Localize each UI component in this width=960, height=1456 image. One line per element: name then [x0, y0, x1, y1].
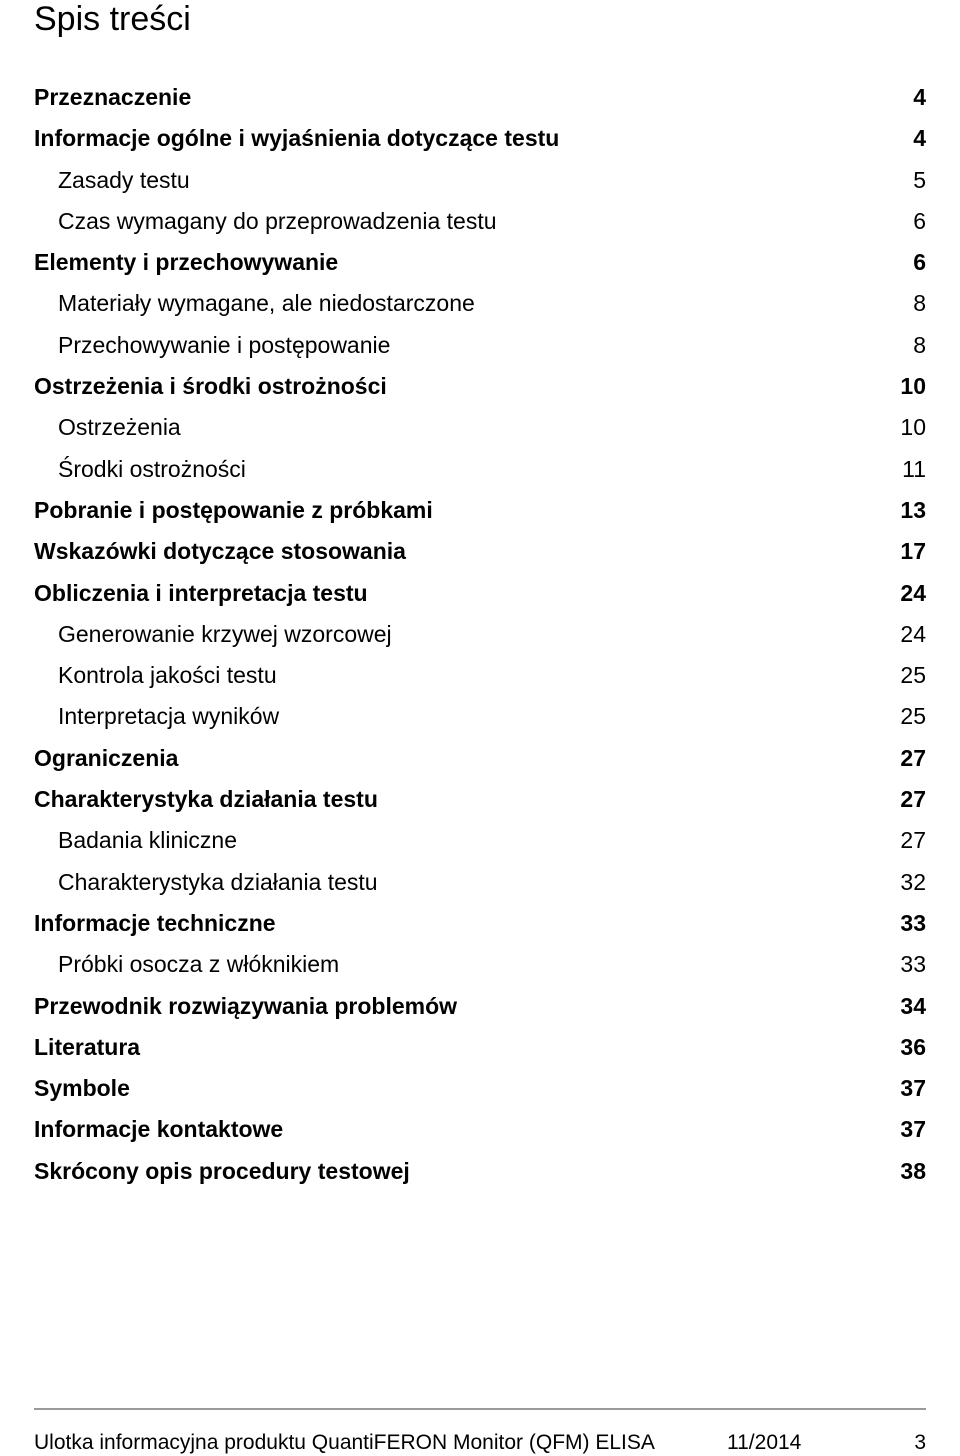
toc-entry-title: Wskazówki dotyczące stosowania: [34, 538, 406, 565]
table-of-contents: [34, 77, 926, 1192]
toc-entry-title: Charakterystyka działania testu: [34, 786, 378, 813]
footer-document-title: Ulotka informacyjna produktu QuantiFERON Monitor (QFM) ELISA: [34, 1431, 655, 1454]
toc-entry[interactable]: [34, 779, 926, 820]
toc-entry[interactable]: [34, 573, 926, 614]
toc-entry-title: Informacje ogólne i wyjaśnienia dotyczące testu: [34, 125, 560, 152]
toc-entry-title: Badania kliniczne: [58, 827, 238, 854]
toc-entry[interactable]: [34, 655, 926, 696]
toc-entry-title: Próbki osocza z włóknikiem: [58, 951, 340, 978]
toc-entry-page-number: 17: [900, 538, 926, 565]
toc-entry-page-number: 24: [900, 579, 926, 606]
toc-entry-page-number: 36: [900, 1033, 926, 1060]
toc-entry-page-number: 11: [902, 455, 926, 482]
toc-entry-page-number: 4: [913, 84, 926, 110]
toc-entry[interactable]: [34, 614, 926, 655]
toc-entry-title: Ograniczenia: [34, 744, 179, 771]
toc-entry-page-number: 10: [900, 373, 926, 400]
toc-entry[interactable]: [34, 738, 926, 779]
toc-entry-page-number: 8: [913, 290, 926, 317]
toc-entry-title: Obliczenia i interpretacja testu: [34, 579, 368, 606]
footer-page-number: 3: [914, 1431, 926, 1454]
page-title: Spis treści: [34, 0, 191, 38]
toc-entry[interactable]: [34, 490, 926, 531]
toc-entry-title: Środki ostrożności: [58, 455, 246, 482]
toc-entry-title: Literatura: [34, 1033, 141, 1060]
toc-entry[interactable]: [34, 242, 926, 283]
toc-entry[interactable]: [34, 1068, 926, 1109]
toc-entry-page-number: 5: [913, 166, 926, 193]
toc-entry[interactable]: [34, 283, 926, 324]
toc-entry[interactable]: [34, 986, 926, 1027]
toc-entry[interactable]: [34, 325, 926, 366]
toc-entry[interactable]: [34, 903, 926, 944]
toc-entry-page-number: 24: [900, 620, 926, 647]
toc-entry-title: Zasady testu: [58, 166, 190, 193]
toc-entry-page-number: 6: [913, 249, 926, 276]
toc-entry-page-number: 37: [900, 1075, 926, 1102]
toc-entry-title: Przechowywanie i postępowanie: [58, 331, 391, 358]
toc-entry-title: Elementy i przechowywanie: [34, 249, 339, 276]
toc-entry[interactable]: [34, 820, 926, 861]
footer-date: 11/2014: [727, 1431, 802, 1454]
toc-entry[interactable]: [34, 449, 926, 490]
toc-entry-page-number: 25: [900, 662, 926, 689]
toc-entry-page-number: 8: [913, 331, 926, 358]
toc-entry[interactable]: [34, 366, 926, 407]
toc-entry-page-number: 25: [900, 703, 926, 730]
toc-entry[interactable]: [34, 201, 926, 242]
toc-entry-page-number: 6: [913, 207, 926, 234]
toc-entry-title: Informacje kontaktowe: [34, 1116, 284, 1143]
toc-entry-title: Skrócony opis procedury testowej: [34, 1157, 410, 1184]
toc-entry-page-number: 37: [900, 1116, 926, 1143]
toc-entry-title: Ostrzeżenia: [58, 414, 181, 441]
toc-entry-title: Przeznaczenie: [34, 84, 192, 110]
toc-entry-page-number: 13: [900, 496, 926, 523]
toc-entry[interactable]: [34, 696, 926, 737]
toc-entry[interactable]: [34, 944, 926, 985]
toc-entry-title: Symbole: [34, 1075, 130, 1102]
toc-entry-title: Kontrola jakości testu: [58, 662, 277, 689]
toc-entry-page-number: 33: [900, 909, 926, 936]
toc-entry-page-number: 34: [900, 992, 926, 1019]
toc-entry-page-number: 32: [900, 868, 926, 895]
toc-entry-page-number: 27: [900, 827, 926, 854]
toc-entry-title: Interpretacja wyników: [58, 703, 280, 730]
toc-entry-title: Przewodnik rozwiązywania problemów: [34, 992, 458, 1019]
toc-entry-page-number: 27: [900, 744, 926, 771]
toc-entry[interactable]: [34, 1151, 926, 1192]
toc-entry-page-number: 4: [913, 125, 926, 152]
toc-entry[interactable]: [34, 862, 926, 903]
toc-entry-title: Materiały wymagane, ale niedostarczone: [58, 290, 475, 317]
toc-entry[interactable]: [34, 531, 926, 572]
toc-entry-title: Informacje techniczne: [34, 909, 276, 936]
toc-entry[interactable]: [34, 160, 926, 201]
toc-entry[interactable]: [34, 118, 926, 159]
toc-entry-title: Ostrzeżenia i środki ostrożności: [34, 373, 387, 400]
toc-entry-page-number: 33: [900, 951, 926, 978]
toc-entry[interactable]: [34, 407, 926, 448]
toc-entry[interactable]: [34, 1109, 926, 1150]
toc-entry-title: Generowanie krzywej wzorcowej: [58, 620, 392, 647]
footer-divider: [34, 1408, 926, 1410]
toc-entry[interactable]: [34, 77, 926, 118]
toc-entry-title: Czas wymagany do przeprowadzenia testu: [58, 207, 497, 234]
toc-entry-page-number: 27: [900, 786, 926, 813]
toc-entry-title: Pobranie i postępowanie z próbkami: [34, 496, 433, 523]
toc-entry-title: Charakterystyka działania testu: [58, 868, 378, 895]
toc-entry-page-number: 38: [900, 1157, 926, 1184]
toc-entry[interactable]: [34, 1027, 926, 1068]
toc-entry-page-number: 10: [900, 414, 926, 441]
